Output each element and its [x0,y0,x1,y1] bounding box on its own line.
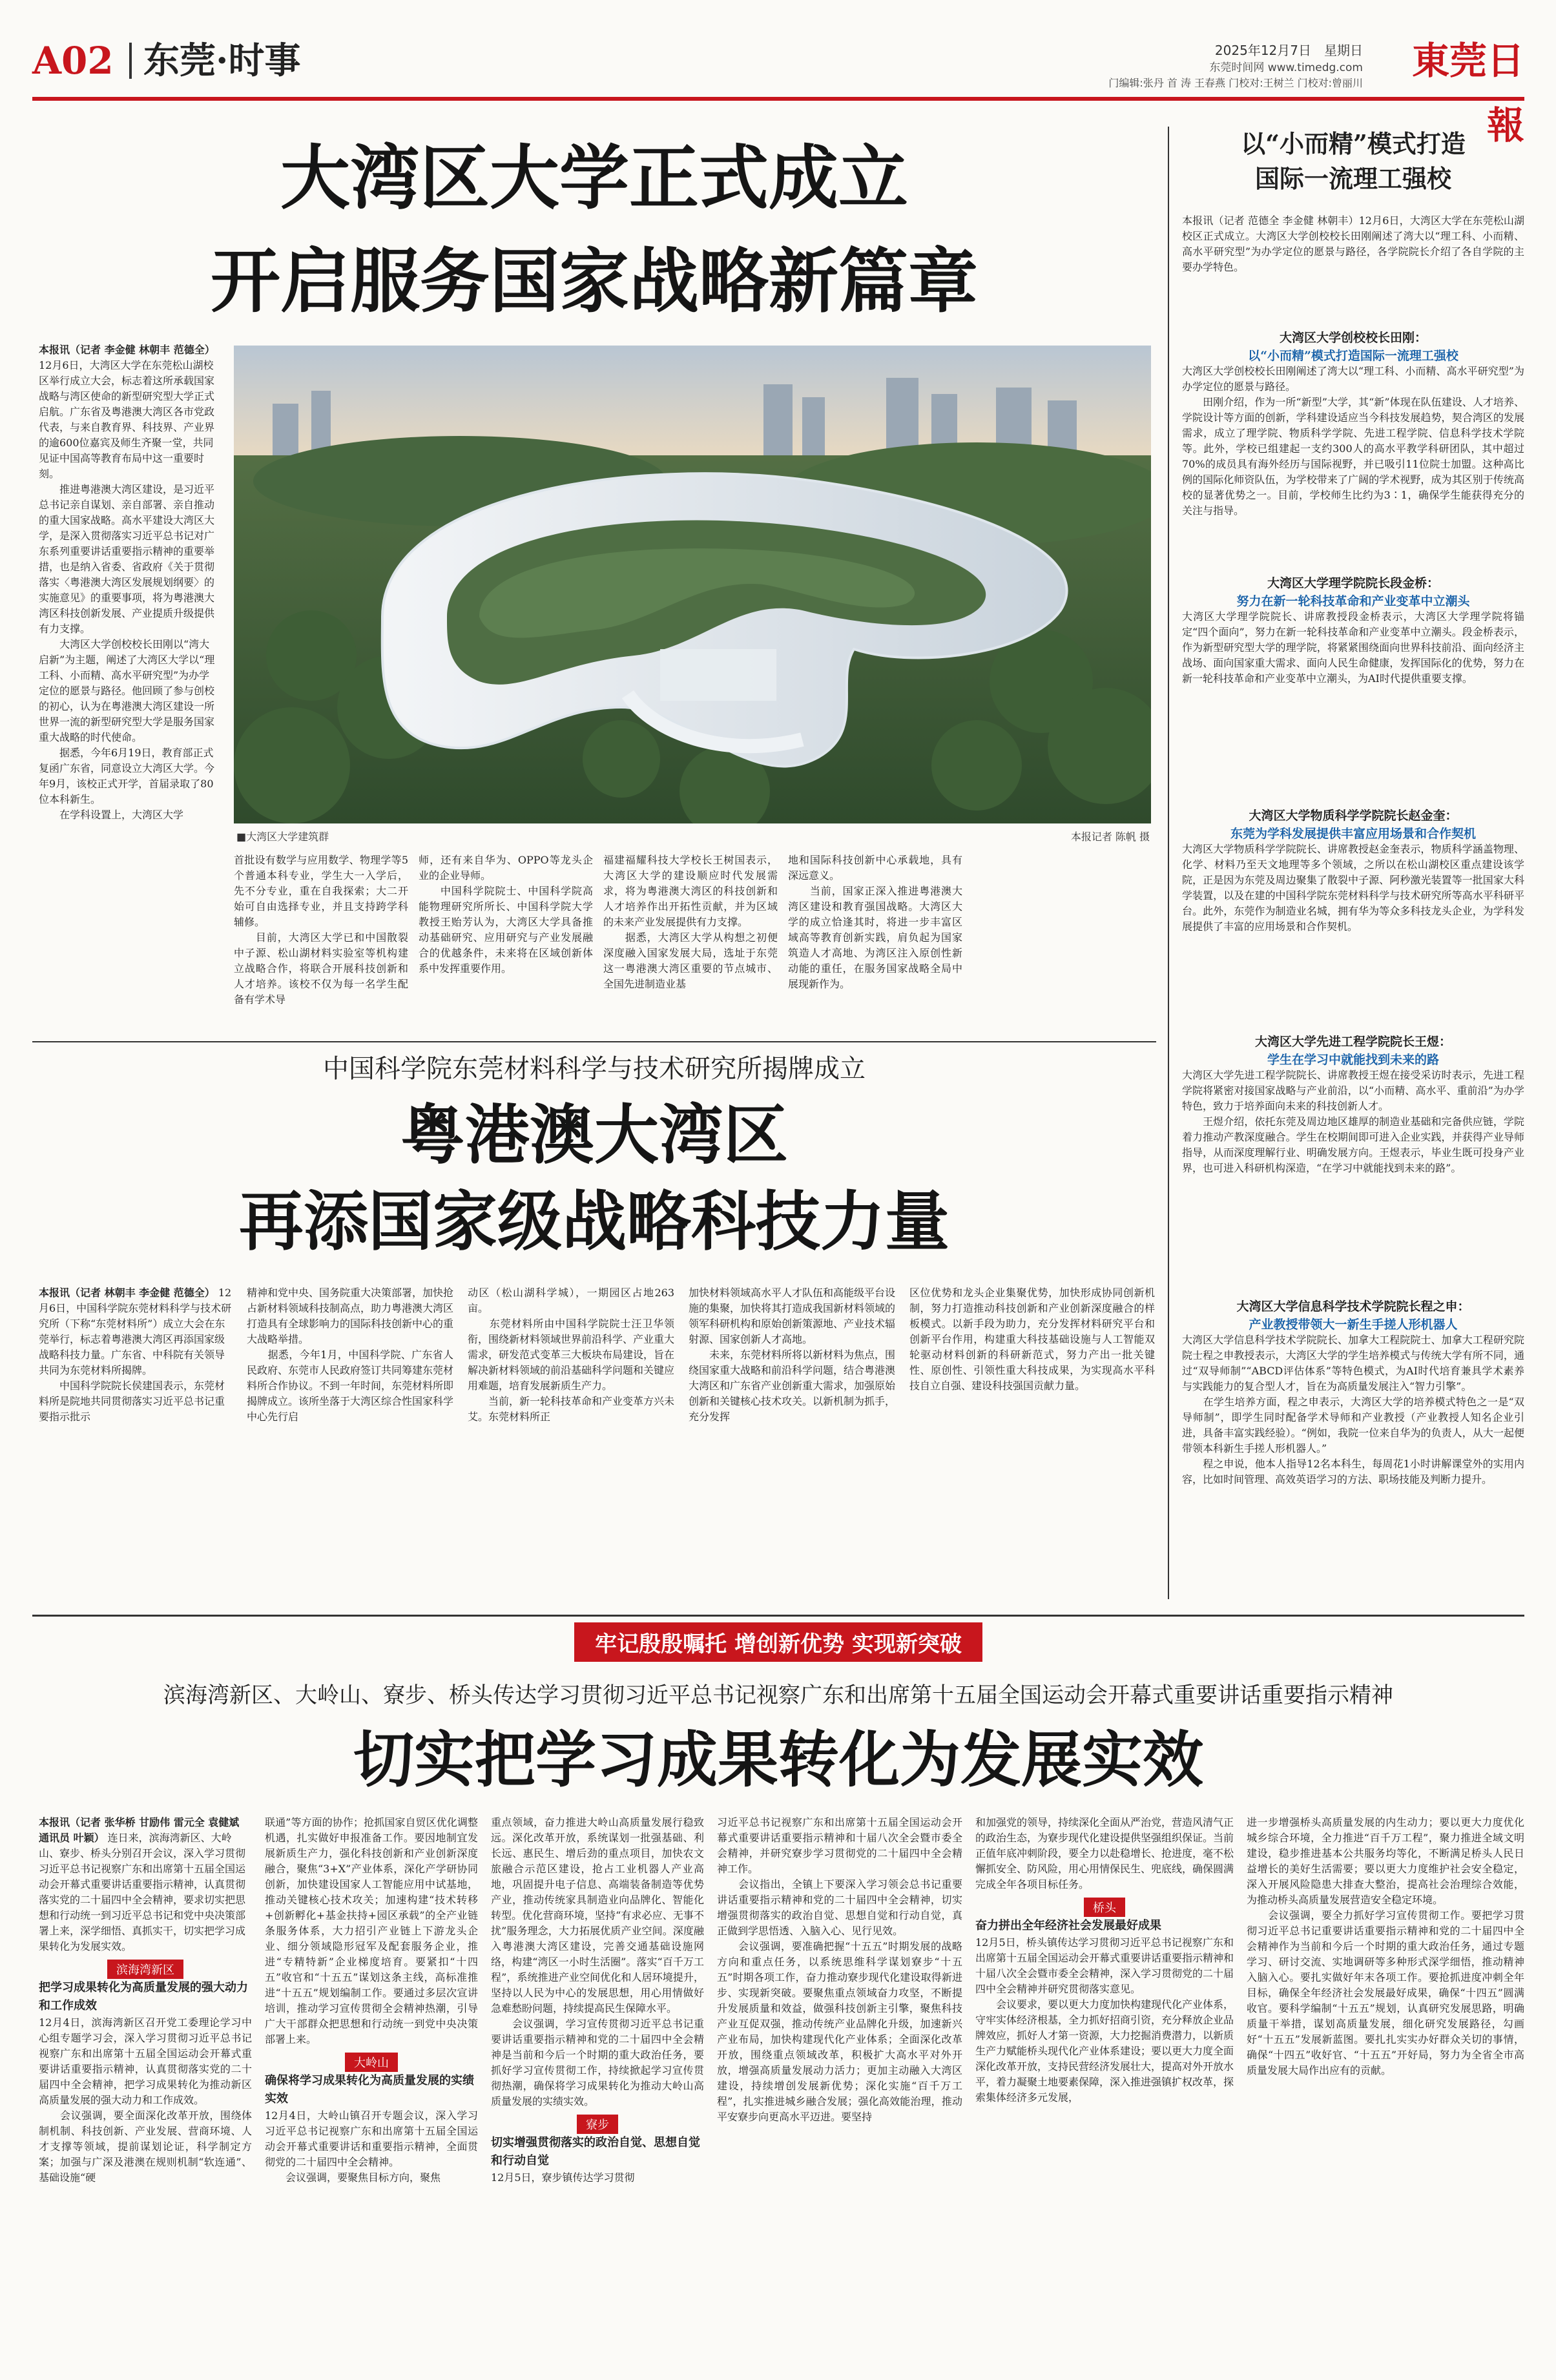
lead-headline-line1: 大湾区大学正式成立 [280,138,908,219]
section-1-head: 大湾区大学创校校长田刚： [1279,331,1427,345]
lead-text-4: 福建福耀科技大学校长王树国表示，大湾区大学的建设顺应时代发展需求，将为粤港澳大湾区的科技创新和人才培养作出开拓性贡献，并为区域的未来产业发展提供有力支撑。 据悉，大湾区大学从构想之初便深度融入国家发展大局，选址于东莞这一粤港澳大湾区重要的节点城市、全国先进制造业基 [603,854,778,990]
section-1-text: 大湾区大学创校校长田刚阐述了湾大以“理工科、小而精、高水平研究型”为办学定位的愿景与路径。 田刚介绍，作为一所“新型”大学，其“新”体现在队伍建设、人才培养、学院设计等方面的创新，学科建设适应当今科技发展趋势，契合湾区的发展需求，成立了理学院、物质科学学院、先进工程学院、信息科学技术学院等。此外，学校已组建起一支约300人的高水平教学科研团队，其中超过70%的成员具有海外经历与国际视野，并已吸引11位院士加盟。这种高比例的国际化师资队伍，为学校带来了广阔的学术视野，成为其区别于传统高校的显著优势之一。目前，学校师生比约为3∶1，确保学生能获得充分的关注与指导。 [1182,365,1524,517]
bottom-text-2b: 12月4日，大岭山镇召开专题会议，深入学习习近平总书记视察广东和出席第十五届全国运动会开幕式重要讲话和重要指示精神，全面贯彻党的二十届四中全会精神。 会议强调，要聚焦目标方向，聚焦 [265,2109,478,2184]
science-headline-line2: 再添国家级战略科技力量 [239,1183,949,1259]
bottom-text-3: 重点领域，奋力推进大岭山高质量发展行稳致远。深化改革开放，系统谋划一批强基础、利长远、惠民生、增后劲的重点项目，加快农文旅融合示范区建设，抢占工业机器人产业高地，巩固提升电子信息、高端装备制造等优势产业，推动传统家具制造业向品牌化、智能化转型。优化营商环境，坚持“有求必应、无事不扰”服务理念，大力拓展优质产业空间。深度融入粤港澳大湾区建设，完善交通基础设施网络，构建“湾区一小时生活圈”。落实“百千万工程”，系统推进产业空间优化和人居环境提升，坚持以人民为中心的发展思想，用心用情做好急难愁盼问题，持续提高民生保障水平。 会议强调，学习宣传贯彻习近平总书记重要讲话重要指示精神和党的二十届四中全会精神是当前和今后一个时期的重大政治任务，要抓好学习宣传贯彻工作，持续掀起学习宣传贯彻热潮，确保将学习成果转化为推动大岭山高质量发展的实绩实效。 [491,1816,704,2107]
subhead-qiaotou: 奋力拼出全年经济社会发展最好成果 [975,1919,1161,1932]
subhead-binhaiwan: 把学习成果转化为高质量发展的强大动力和工作成效 [39,1981,248,2013]
bottom-column-2 [265,1815,478,2370]
section-5-subhead: 产业教授带领大一新生手搓人形机器人 [1249,1318,1458,1332]
science-column-5 [909,1285,1155,1589]
bottom-text-4: 习近平总书记视察广东和出席第十五届全国运动会开幕式重要讲话重要指示精神和十届八次全会暨市委全会精神，并研究寮步学习贯彻党的二十届四中全会精神工作。 会议指出，全镇上下要深入学习领会总书记重要讲话重要指示精神和党的二十届四中全会精神，切实增强贯彻落实的政治自觉、思想自觉和行动自觉，真正做到学思悟透、入脑入心、见行见效。 会议强调，要准确把握“十五五”时期发展的战略方向和重点任务，以系统思维科学谋划寮步“十五五”时期各项工作，奋力推动寮步现代化建设取得新进步、实现新突破。要聚焦重点领域奋力攻坚，不断提升发展质量和效益，做强科技创新主引擎，聚焦科技产业互促双强，推动传统产业品牌化升级，加速新兴产业布局，加快构建现代化产业体系；全面深化改革开放，围绕重点领域改革，积极扩大高水平对外开放，增强高质量发展动力活力；更加主动融入大湾区建设，持续增创发展新优势；深化实施“百千万工程”，扎实推进城乡融合发展；强化高效能治理，推动平安寮步向更高水平迈进。要坚持 [717,1816,962,2123]
editorial-staff: 门编辑:张丹 首 涛 王春燕 门校对:王树兰 门校对:曾丽川 [1108,77,1363,89]
science-column-3 [468,1285,674,1589]
lead-text-2: 首批设有数学与应用数学、物理学等5个普通本科专业，学生大一入学后，先不分专业，重在自我探索；大二开始可自由选择专业，并且支持跨学科辅修。 目前，大湾区大学已和中国散裂中子源、松山湖材料实验室等机构建立战略合作，将联合开展科技创新和人才培养。该校不仅为每一名学生配备有学术导 [234,854,408,1006]
lead-headline-line2: 开启服务国家战略新篇章 [210,241,978,322]
bottom-text-1b: 12月4日，滨海湾新区召开党工委理论学习中心组专题学习会，深入学习贯彻习近平总书记视察广东和出席第十五届全国运动会开幕式重要讲话重要指示精神，认真贯彻落实党的二十届四中全会精神，把学习成果转化为推动新区高质量发展的强大动力和工作成效。 会议强调，要全面深化改革开放，围绕体制机制、科技创新、产业发展、营商环境、人才支撑等领域，提前谋划论证，科学制定方案；加强与广深及港澳在规则机制“软连通”、基础设施“硬 [39,2016,252,2184]
section-5-text: 大湾区大学信息科学技术学院院长、加拿大工程院院士、加拿大工程研究院院士程之申教授表示，大湾区大学的学生培养模式与传统大学有所不同，通过“双导师制”“ABCD评估体系”等特色模式，为AI时代培育兼具学术素养与实践能力的复合型人才，旨在为高质量发展注入“智力引擎”。 在学生培养方面，程之申表示，大湾区大学的培养模式特色之一是“双导师制”，即学生同时配备学术导师和产业教授（产业教授人知名企业引进，具备丰富实践经验）。“例如，我院一位来自华为的负责人，从大一起便带领本科新生手搓人形机器人。” 程之申说，他本人指导12名本科生，每周花1小时讲解课堂外的实用内容，比如时间管理、高效英语学习的方法、职场技能及判断力提升。 [1182,1334,1524,1485]
sidebar-headline [1182,127,1524,196]
science-kicker: 中国科学院东莞材料科学与技术研究所揭牌成立 [323,1054,866,1084]
section-4-subhead: 学生在学习中就能找到未来的路 [1267,1053,1439,1067]
newspaper-logo: 東莞日報 [1411,39,1524,147]
section-5-head: 大湾区大学信息科学技术学院院长程之申： [1236,1299,1470,1314]
tag-qiaotou: 桥头 [1084,1898,1125,1917]
lead-column-2 [234,853,408,1027]
slogan-banner: 牢记殷殷嘱托 增创新优势 实现新突破 [574,1622,982,1662]
bottom-byline: 本报讯（记者 张华桥 甘励伟 雷元全 袁健斌 通讯员 叶颖） [39,1816,240,1844]
sidebar-headline-line2: 国际一流理工强校 [1254,164,1451,193]
bottom-divider-top [32,1615,1524,1617]
bottom-column-5 [975,1815,1234,2370]
science-text-3: 动区（松山湖科学城），一期园区占地263亩。 东莞材料所由中国科学院院士汪卫华领衔，围绕新材料领域世界前沿科学、产业重大需求，研发范式变革三大板块布局建设，旨在解决新材料领域的前沿基础科学问题和关键应用难题，培育发展新质生产力。 当前，新一轮科技革命和产业变革方兴未艾。东莞材料所正 [468,1287,674,1423]
bottom-column-1 [39,1815,252,2370]
sidebar-intro [1182,213,1524,310]
page-number: A02 [32,39,114,83]
science-text-1: 12月6日，中国科学院东莞材料科学与技术研究所（下称“东莞材料所”）成立大会在东莞举行，标志着粤港澳大湾区再添国家级战略科技力量。广东省、中科院有关领导共同为东莞材料所揭牌。 中国科学院院长侯建国表示，东莞材料所是院地共同贯彻落实习近平总书记重要指示批示 [39,1287,232,1423]
sidebar-intro-text: 本报讯（记者 范德全 李金健 林朝丰）12月6日，大湾区大学在东莞松山湖校区正式成立。大湾区大学创校校长田刚阐述了湾大以“理工科、小而精、高水平研究型”为办学定位的愿景与路径，各学院院长介绍了各自学院的主要办学特色。 [1182,214,1524,273]
lead-text-5: 地和国际科技创新中心承载地，具有深远意义。 当前，国家正深入推进粤港澳大湾区建设和教育强国战略。大湾区大学的成立恰逢其时，将进一步丰富区域高等教育创新实践，肩负起为国家筑造人才高地、为湾区注入原创性新动能的重任，在服务国家战略全局中展现新作为。 [788,854,962,990]
bottom-column-6 [1247,1815,1524,2370]
science-divider-top [32,1041,1156,1042]
section-2-subhead: 努力在新一轮科技革命和产业变革中立潮头 [1236,594,1470,608]
science-column-4 [689,1285,895,1589]
section-3-text: 大湾区大学物质科学学院院长、讲席教授赵金奎表示，物质科学涵盖物理、化学、材料乃至天文地理等多个领域，之所以在松山湖校区重点建设该学院，正是因为东莞及周边聚集了散裂中子源、阿秒激光装置等一批国家大科学装置，以及在建的中国科学院东莞材料科学与技术研究所等高水平科研平台。此外，东莞作为制造业名城，拥有华为等众多科技龙头企业，为学科发展提供了丰富的应用场景和合作契机。 [1182,843,1524,933]
lead-text-1: 12月6日，大湾区大学在东莞松山湖校区举行成立大会，标志着这所承载国家战略与湾区使命的新型研究型大学正式启航。广东省及粤港澳大湾区各市党政代表，与来自教育界、科技界、产业界的逾600位嘉宾及师生齐聚一堂，共同见证中国高等教育布局中这一重要时刻。 推进粤港澳大湾区建设，是习近平总书记亲自谋划、亲自部署、亲自推动的重大国家战略。高水平建设大湾区大学，是深入贯彻落实习近平总书记对广东系列重要讲话重要指示精神的重要举措，也是纳入省委、省政府《关于贯彻落实〈粤港澳大湾区发展规划纲要〉的实施意见》的重要事项，将为粤港澳大湾区科技创新发展、产业提质升级提供有力支撑。 大湾区大学创校校长田刚以“湾大启新”为主题，阐述了大湾区大学以“理工科、小而精、高水平研究型”为办学定位的愿景与路径。他回顾了参与创校的初心，认为在粤港澳大湾区建设一所世界一流的新型研究型大学是服务国家重大战略的时代使命。 据悉，今年6月19日，教育部正式复函广东省，同意设立大湾区大学。今年9月，该校正式开学，首届录取了80位本科新生。 在学科设置上，大湾区大学 [39,359,215,821]
lead-headline [32,127,1156,333]
tag-dalingshan: 大岭山 [345,2053,398,2072]
science-headline [32,1092,1156,1265]
section-3-head: 大湾区大学物质科学学院院长赵金奎： [1249,809,1458,823]
science-headline-line1: 粤港澳大湾区 [400,1097,788,1173]
science-text-4: 加快材料领域高水平人才队伍和高能级平台设施的集聚，加快将其打造成我国新材料领域的领军科研机构和原始创新策源地、产业技术辐射源、国家创新人才高地。 未来，东莞材料所将以新材料为焦点，围绕国家重大战略和前沿科学问题，结合粤港澳大湾区和广东省产业创新重大需求，加强原始创新和关键核心技术攻关。以新机制为抓手，充分发挥 [689,1287,895,1423]
lead-byline: 本报讯（记者 李金健 林朝丰 范德全） [39,344,215,356]
sidebar-headline-line1: 以“小而精”模式打造 [1241,129,1466,158]
tag-binhaiwan: 滨海湾新区 [107,1960,183,1979]
bottom-kicker: 滨海湾新区、大岭山、寮步、桥头传达学习贯彻习近平总书记视察广东和出席第十五届全国运动会开幕式重要讲话重要指示精神 [163,1682,1393,1708]
section-4-text: 大湾区大学先进工程学院院长、讲席教授王煜在接受采访时表示，先进工程学院将紧密对接国家战略与产业前沿，以“小而精、高水平、重前沿”为办学特色，致力于培养面向未来的科技创新人才。 王煜介绍，依托东莞及周边地区雄厚的制造业基础和完备供应链，学院着力推动产教深度融合。学生在校期间即可进入企业实践，并获得产业导师指导，从而深度理解行业、明确发展方向。王煜表示，毕业生既可投身产业界，也可进入科研机构深造，“在学习中就能找到未来的路”。 [1182,1069,1524,1174]
section-2-text: 大湾区大学理学院院长、讲席教授段金桥表示，大湾区大学理学院将锚定“四个面向”，努力在新一轮科技革命和产业变革中立潮头。段金桥表示，作为新型研究型大学的理学院，将紧紧围绕面向世界科技前沿、面向经济主战场、面向国家重大需求、面向人民生命健康，发挥国际化的优势，努力在新一轮科技革命和产业变革中立潮头，为AI时代提供重要支撑。 [1182,610,1524,685]
science-text-2: 精神和党中央、国务院重大决策部署，加快抢占新材料领域科技制高点，助力粤港澳大湾区打造具有全球影响力的国际科技创新中心的重大战略举措。 据悉，今年1月，中国科学院、广东省人民政府、东莞市人民政府签订共同筹建东莞材料所合作协议。不到一年时间，东莞材料所即揭牌成立。该所坐落于大湾区综合性国家科学中心先行启 [247,1287,453,1423]
photo-caption: ■大湾区大学建筑群 [236,831,329,843]
sidebar-section-4 [1182,1033,1524,1285]
bottom-column-3 [491,1815,704,2370]
section-3-subhead: 东莞为学科发展提供丰富应用场景和合作契机 [1230,827,1476,841]
lead-text-3: 师，还有来自华为、OPPO等龙头企业的企业导师。 中国科学院院士、中国科学院高能物理研究所所长、中国科学院大学教授王贻芳认为，大湾区大学具备推动基础研究、应用研究与产业发展融合的优越条件，未来将在区域创新体系中发挥重要作用。 [419,854,593,975]
sidebar-section-1 [1182,329,1524,555]
bottom-column-4 [717,1815,962,2370]
lead-column-4 [603,853,778,1027]
bottom-text-3b: 12月5日，寮步镇传达学习贯彻 [491,2171,635,2184]
section-1-subhead: 以“小而精”模式打造国际一流理工强校 [1248,349,1458,363]
science-column-2 [247,1285,453,1589]
lead-column-5 [788,853,962,1027]
lead-photo [234,346,1151,823]
slogan-banner-wrap [32,1622,1524,1662]
science-byline: 本报讯（记者 林朝丰 李金健 范德全） [39,1287,215,1299]
website: 东莞时间网 www.timedg.com [1209,61,1363,74]
bottom-text-5: 和加强党的领导，持续深化全面从严治党，营造风清气正的政治生态，为寮步现代化建设提供坚强组织保证。当前正值年底冲刺阶段，要全力以赴稳增长、抢进度，毫不松懈抓安全、防风险，用心用情保民生、兜底线，确保圆满完成全年各项目标任务。 [975,1816,1234,1890]
bottom-text-1: 连日来，滨海湾新区、大岭山、寮步、桥头分别召开会议，深入学习贯彻习近平总书记视察广东和出席第十五届全国运动会开幕式重要讲话重要指示精神，认真贯彻落实党的二十届四中全会精神，要求切实把思想和行动统一到习近平总书记和党中央决策部署上来，深学细悟、真抓实干，切实把学习成果转化为发展实效。 [39,1832,246,1952]
photo-credit: 本报记者 陈帆 摄 [1070,831,1150,843]
section-2-head: 大湾区大学理学院院长段金桥： [1267,576,1439,590]
bottom-text-5b: 12月5日，桥头镇传达学习贯彻习近平总书记视察广东和出席第十五届全国运动会开幕式重要讲话重要指示精神和十届八次全会暨市委全会精神，深入学习贯彻党的二十届四中全会精神并研究贯彻落实意见。 会议要求，要以更大力度加快构建现代化产业体系，守牢实体经济根基，全力抓好招商引资，充分释放企业品牌效应，抓好人才第一资源，大力挖掘消费潜力，以新质生产力赋能桥头现代化产业体系建设；要以更大力度全面深化改革开放，支持民营经济发展壮大，提高对外开放水平，着力凝聚土地要素保障，深入推进强镇扩权改革，探索集体经济多元发展， [975,1936,1234,2104]
bottom-text-2: 联通”等方面的协作；抢抓国家自贸区优化调整机遇，扎实做好申报准备工作。要因地制宜发展新质生产力，强化科技创新和产业创新深度融合，聚焦“3+X”产业体系，深化产学研协同创新，加快建设国家人工智能应用中试基地，推动关键核心技术攻关；加速构建“技术转移+创新孵化+基金扶持+园区承载”的全产业链条服务体系，大力招引产业链上下游龙头企业、细分领域隐形冠军及配套服务企业，推进“专精特新”企业梯度培育。要紧扣“十四五”收官和“十五五”谋划这条主线，高标准推进“十五五”规划编制工作。要通过多层次宣讲培训，推动学习宣传贯彻全会精神热潮，引导广大干部群众把思想和行动统一到党中央决策部署上来。 [265,1816,478,2045]
sidebar-divider [1168,127,1169,1599]
subhead-liaobu: 切实增强贯彻落实的政治自觉、思想自觉和行动自觉 [491,2136,700,2168]
science-text-5: 区位优势和龙头企业集聚优势，加快形成协同创新机制，努力打造推动科技创新和产业创新深度融合的样板模式。以新手段为助力，充分发挥材料研究平台和创新平台作用，构建重大科技基础设施与人工智能双轮驱动材料创新的科研新范式，努力产出一批关键性、原创性、引领性重大科技成果，为实现高水平科技自立自强、建设科技强国贡献力量。 [909,1287,1155,1392]
section-4-head: 大湾区大学先进工程学院院长王煜： [1254,1035,1451,1049]
lead-column-3 [419,853,593,1027]
science-column-1 [39,1285,233,1589]
lead-column-1 [39,342,220,1027]
sidebar-section-3 [1182,807,1524,1020]
bottom-headline: 切实把学习成果转化为发展实效 [353,1724,1203,1795]
subhead-dalingshan: 确保将学习成果转化为高质量发展的实绩实效 [265,2074,474,2106]
sidebar-section-2 [1182,575,1524,788]
masthead-divider [129,43,132,79]
tag-liaobu: 寮步 [577,2115,618,2134]
bottom-text-6: 进一步增强桥头高质量发展的内生动力；要以更大力度优化城乡综合环境，全力推进“百千万工程”，聚力推进全域文明建设，稳步推进基本公共服务均等化，不断满足桥头人民日益增长的美好生活需要；要以更大力度维护社会安全稳定，深入开展风险隐患大排查大整治，提高社会治理综合效能，为推动桥头高质量发展营造安全稳定环境。 会议强调，要全力抓好学习宣传贯彻工作。要把学习贯彻习近平总书记重要讲话重要指示精神和党的二十届四中全会精神作为当前和今后一个时期的重大政治任务，通过专题学习、研讨交流、实地调研等多种形式深学细悟，推动精神入脑入心。要扎实做好年末各项工作。要抢抓进度冲刺全年目标，确保全年经济社会发展最好成果，确保“十四五”圆满收官。要科学编制“十五五”规划，认真研究发展思路，明确质量干举措，谋划高质量发展，细化研究发展路径，勾画好“十五五”发展新蓝图。要扎扎实实办好群众关切的事情，确保“十四五”收好官、“十五五”开好局，努力为全省全市高质量发展大局作出应有的贡献。 [1247,1816,1524,2076]
sidebar-section-5 [1182,1298,1524,1602]
section-title: 东莞·时事 [143,39,301,82]
issue-date: 2025年12月7日 星期日 [1214,43,1363,58]
masthead-rule [32,97,1524,101]
